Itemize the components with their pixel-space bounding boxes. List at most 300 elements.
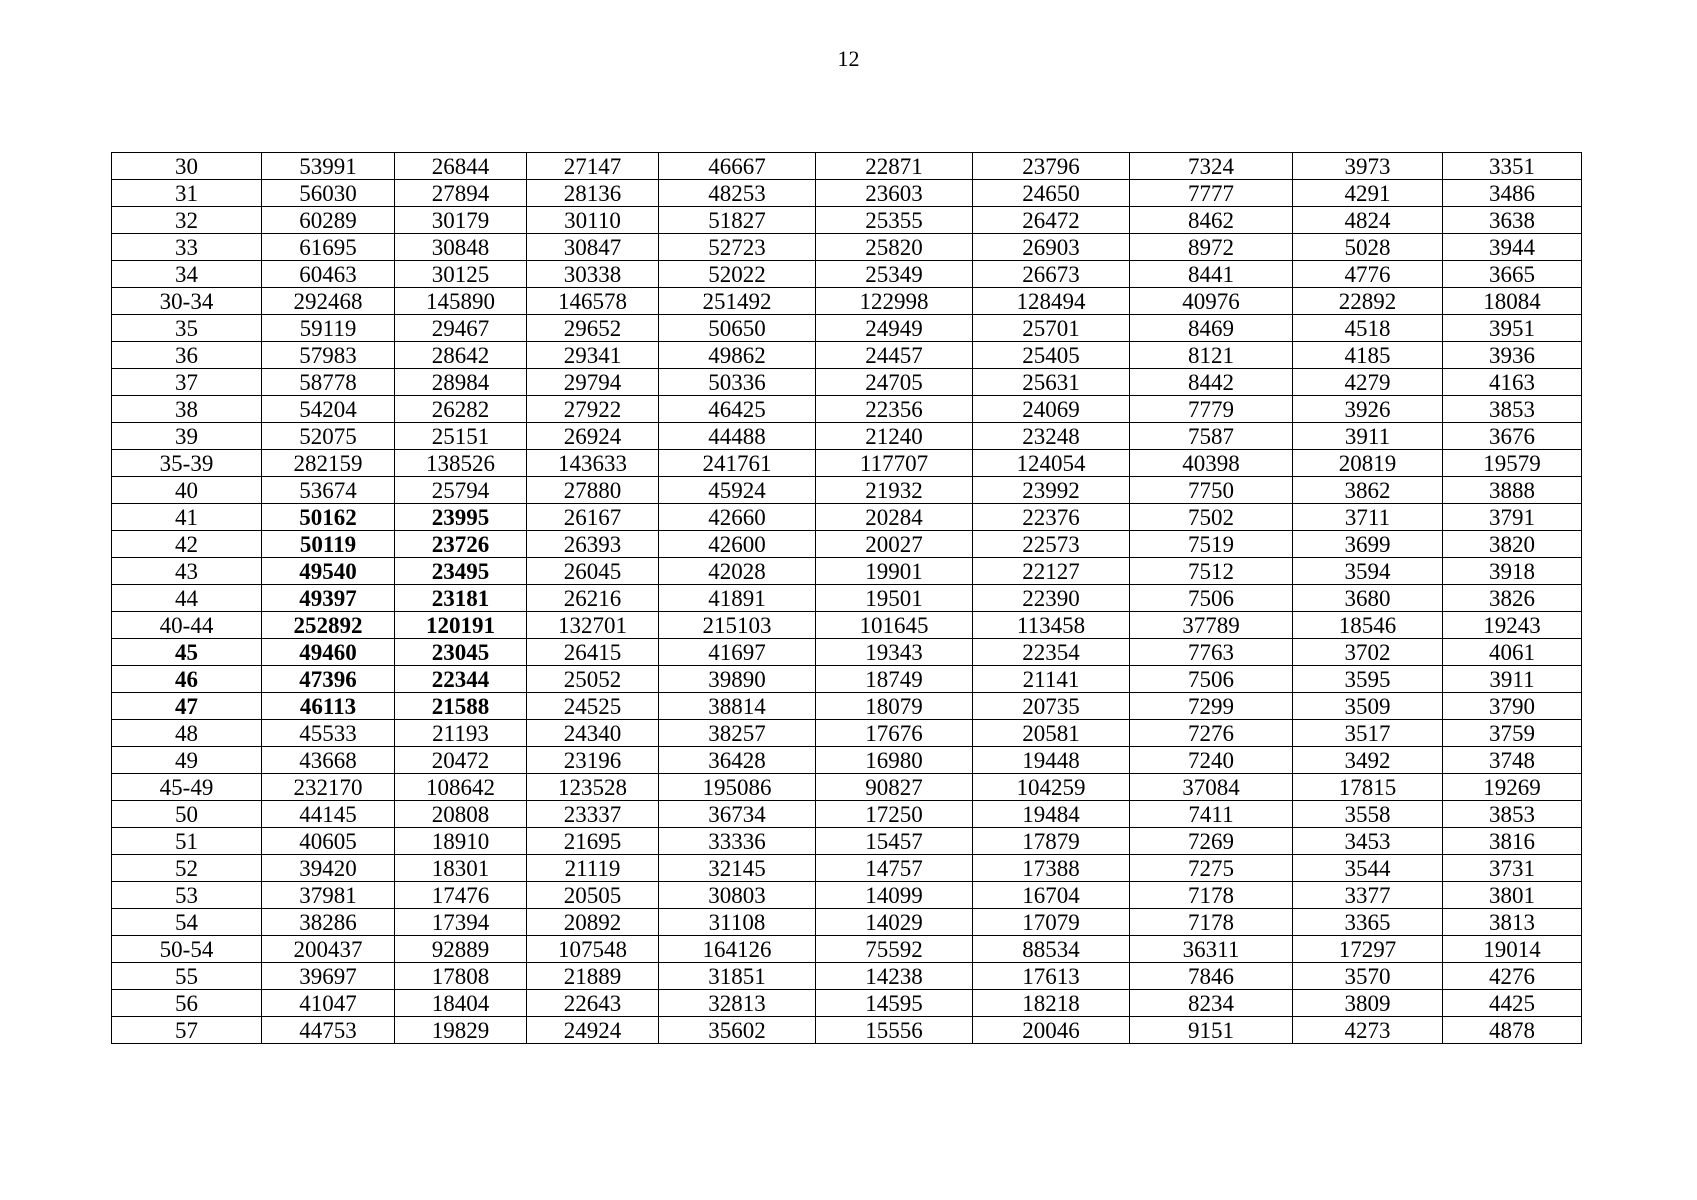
table-cell: 40976 [1130, 288, 1293, 315]
table-cell: 7324 [1130, 153, 1293, 180]
table-cell: 122998 [816, 288, 973, 315]
table-cell: 42028 [659, 558, 816, 585]
row-label-cell: 40-44 [112, 612, 262, 639]
row-label-cell: 36 [112, 342, 262, 369]
table-cell: 7269 [1130, 828, 1293, 855]
table-row [112, 666, 1582, 693]
table-row [112, 909, 1582, 936]
table-row [112, 288, 1582, 315]
table-cell: 292468 [262, 288, 395, 315]
table-cell: 30179 [395, 207, 527, 234]
table-cell: 28642 [395, 342, 527, 369]
table-cell: 215103 [659, 612, 816, 639]
table-cell: 23796 [973, 153, 1130, 180]
table-cell: 132701 [527, 612, 659, 639]
table-cell: 31851 [659, 963, 816, 990]
table-cell: 143633 [527, 450, 659, 477]
table-cell: 3813 [1443, 909, 1582, 936]
table-cell: 29341 [527, 342, 659, 369]
table-cell: 3570 [1293, 963, 1443, 990]
table-cell: 88534 [973, 936, 1130, 963]
table-cell: 138526 [395, 450, 527, 477]
table-cell: 23995 [395, 504, 527, 531]
table-cell: 37981 [262, 882, 395, 909]
table-cell: 39697 [262, 963, 395, 990]
table-body [112, 153, 1582, 1044]
table-cell: 56030 [262, 180, 395, 207]
row-label-cell: 57 [112, 1017, 262, 1044]
table-cell: 17297 [1293, 936, 1443, 963]
table-cell: 26282 [395, 396, 527, 423]
table-row [112, 504, 1582, 531]
table-cell: 282159 [262, 450, 395, 477]
row-label-cell: 44 [112, 585, 262, 612]
table-cell: 18084 [1443, 288, 1582, 315]
table-cell: 7240 [1130, 747, 1293, 774]
table-row [112, 801, 1582, 828]
table-row [112, 315, 1582, 342]
table-cell: 146578 [527, 288, 659, 315]
table-cell: 59119 [262, 315, 395, 342]
table-cell: 3453 [1293, 828, 1443, 855]
table-cell: 40605 [262, 828, 395, 855]
table-cell: 17394 [395, 909, 527, 936]
row-label-cell: 55 [112, 963, 262, 990]
table-cell: 20027 [816, 531, 973, 558]
row-label-cell: 47 [112, 693, 262, 720]
table-cell: 50650 [659, 315, 816, 342]
table-cell: 17250 [816, 801, 973, 828]
table-cell: 4878 [1443, 1017, 1582, 1044]
table-cell: 14595 [816, 990, 973, 1017]
table-cell: 25820 [816, 234, 973, 261]
table-cell: 3731 [1443, 855, 1582, 882]
table-cell: 23495 [395, 558, 527, 585]
table-cell: 117707 [816, 450, 973, 477]
table-cell: 7512 [1130, 558, 1293, 585]
table-cell: 3702 [1293, 639, 1443, 666]
table-cell: 3748 [1443, 747, 1582, 774]
table-cell: 50336 [659, 369, 816, 396]
table-cell: 39890 [659, 666, 816, 693]
table-cell: 3711 [1293, 504, 1443, 531]
table-cell: 20819 [1293, 450, 1443, 477]
table-cell: 21240 [816, 423, 973, 450]
table-cell: 29652 [527, 315, 659, 342]
table-cell: 7779 [1130, 396, 1293, 423]
table-cell: 53991 [262, 153, 395, 180]
table-cell: 9151 [1130, 1017, 1293, 1044]
table-cell: 27894 [395, 180, 527, 207]
table-cell: 24949 [816, 315, 973, 342]
table-cell: 42660 [659, 504, 816, 531]
table-cell: 27922 [527, 396, 659, 423]
table-cell: 46113 [262, 693, 395, 720]
table-cell: 21193 [395, 720, 527, 747]
table-cell: 7846 [1130, 963, 1293, 990]
table-cell: 19014 [1443, 936, 1582, 963]
table-row [112, 585, 1582, 612]
table-row [112, 396, 1582, 423]
table-row [112, 774, 1582, 801]
table-cell: 20505 [527, 882, 659, 909]
table-cell: 104259 [973, 774, 1130, 801]
table-row [112, 477, 1582, 504]
table-cell: 3680 [1293, 585, 1443, 612]
table-cell: 3544 [1293, 855, 1443, 882]
row-label-cell: 45 [112, 639, 262, 666]
table-cell: 3911 [1293, 423, 1443, 450]
table-cell: 31108 [659, 909, 816, 936]
table-cell: 17613 [973, 963, 1130, 990]
table-cell: 3759 [1443, 720, 1582, 747]
table-cell: 8462 [1130, 207, 1293, 234]
table-cell: 17676 [816, 720, 973, 747]
row-label-cell: 30 [112, 153, 262, 180]
table-cell: 3918 [1443, 558, 1582, 585]
table-cell: 19269 [1443, 774, 1582, 801]
table-cell: 21588 [395, 693, 527, 720]
table-cell: 23992 [973, 477, 1130, 504]
population-table-container [111, 152, 1581, 1044]
table-cell: 23337 [527, 801, 659, 828]
table-cell: 4291 [1293, 180, 1443, 207]
table-cell: 25405 [973, 342, 1130, 369]
table-cell: 26167 [527, 504, 659, 531]
table-cell: 58778 [262, 369, 395, 396]
table-cell: 7506 [1130, 585, 1293, 612]
table-cell: 53674 [262, 477, 395, 504]
table-row [112, 747, 1582, 774]
row-label-cell: 43 [112, 558, 262, 585]
table-cell: 44753 [262, 1017, 395, 1044]
table-cell: 101645 [816, 612, 973, 639]
table-cell: 44145 [262, 801, 395, 828]
table-cell: 7411 [1130, 801, 1293, 828]
table-cell: 3365 [1293, 909, 1443, 936]
table-cell: 18404 [395, 990, 527, 1017]
table-cell: 25701 [973, 315, 1130, 342]
table-cell: 3665 [1443, 261, 1582, 288]
table-cell: 49397 [262, 585, 395, 612]
row-label-cell: 38 [112, 396, 262, 423]
table-cell: 26045 [527, 558, 659, 585]
table-cell: 14757 [816, 855, 973, 882]
table-row [112, 1017, 1582, 1044]
table-cell: 124054 [973, 450, 1130, 477]
table-cell: 17815 [1293, 774, 1443, 801]
table-cell: 39420 [262, 855, 395, 882]
table-cell: 4185 [1293, 342, 1443, 369]
table-cell: 7276 [1130, 720, 1293, 747]
table-cell: 8972 [1130, 234, 1293, 261]
table-cell: 22376 [973, 504, 1130, 531]
table-cell: 50119 [262, 531, 395, 558]
table-cell: 3699 [1293, 531, 1443, 558]
table-cell: 145890 [395, 288, 527, 315]
row-label-cell: 46 [112, 666, 262, 693]
table-cell: 20472 [395, 747, 527, 774]
table-cell: 4163 [1443, 369, 1582, 396]
table-cell: 252892 [262, 612, 395, 639]
row-label-cell: 37 [112, 369, 262, 396]
row-label-cell: 45-49 [112, 774, 262, 801]
table-cell: 18749 [816, 666, 973, 693]
table-cell: 37084 [1130, 774, 1293, 801]
table-cell: 20046 [973, 1017, 1130, 1044]
table-cell: 52723 [659, 234, 816, 261]
table-cell: 18218 [973, 990, 1130, 1017]
table-row [112, 180, 1582, 207]
table-cell: 22892 [1293, 288, 1443, 315]
table-cell: 3926 [1293, 396, 1443, 423]
table-cell: 8441 [1130, 261, 1293, 288]
table-cell: 23196 [527, 747, 659, 774]
table-cell: 7506 [1130, 666, 1293, 693]
table-cell: 7777 [1130, 180, 1293, 207]
table-cell: 3595 [1293, 666, 1443, 693]
table-cell: 26844 [395, 153, 527, 180]
table-row [112, 558, 1582, 585]
table-row [112, 693, 1582, 720]
table-cell: 92889 [395, 936, 527, 963]
table-cell: 16704 [973, 882, 1130, 909]
table-cell: 38286 [262, 909, 395, 936]
row-label-cell: 41 [112, 504, 262, 531]
table-cell: 29794 [527, 369, 659, 396]
table-cell: 128494 [973, 288, 1130, 315]
row-label-cell: 50 [112, 801, 262, 828]
table-cell: 28984 [395, 369, 527, 396]
table-cell: 26216 [527, 585, 659, 612]
table-cell: 22871 [816, 153, 973, 180]
table-cell: 3853 [1443, 801, 1582, 828]
table-cell: 4824 [1293, 207, 1443, 234]
row-label-cell: 39 [112, 423, 262, 450]
table-cell: 8469 [1130, 315, 1293, 342]
table-cell: 25794 [395, 477, 527, 504]
table-cell: 22643 [527, 990, 659, 1017]
table-cell: 19243 [1443, 612, 1582, 639]
row-label-cell: 30-34 [112, 288, 262, 315]
row-label-cell: 42 [112, 531, 262, 558]
table-cell: 3638 [1443, 207, 1582, 234]
table-cell: 32145 [659, 855, 816, 882]
table-cell: 14099 [816, 882, 973, 909]
table-cell: 19901 [816, 558, 973, 585]
table-row [112, 963, 1582, 990]
table-cell: 24650 [973, 180, 1130, 207]
table-cell: 195086 [659, 774, 816, 801]
table-cell: 3826 [1443, 585, 1582, 612]
table-cell: 36311 [1130, 936, 1293, 963]
table-cell: 5028 [1293, 234, 1443, 261]
table-cell: 107548 [527, 936, 659, 963]
table-cell: 7299 [1130, 693, 1293, 720]
table-cell: 25355 [816, 207, 973, 234]
table-cell: 3809 [1293, 990, 1443, 1017]
table-cell: 164126 [659, 936, 816, 963]
table-row [112, 882, 1582, 909]
table-cell: 46425 [659, 396, 816, 423]
table-cell: 22356 [816, 396, 973, 423]
table-cell: 7502 [1130, 504, 1293, 531]
table-cell: 24525 [527, 693, 659, 720]
table-cell: 27147 [527, 153, 659, 180]
table-cell: 52022 [659, 261, 816, 288]
table-cell: 200437 [262, 936, 395, 963]
table-cell: 25349 [816, 261, 973, 288]
table-row [112, 450, 1582, 477]
table-cell: 40398 [1130, 450, 1293, 477]
table-cell: 19343 [816, 639, 973, 666]
table-cell: 8121 [1130, 342, 1293, 369]
table-cell: 14029 [816, 909, 973, 936]
row-label-cell: 51 [112, 828, 262, 855]
table-cell: 18079 [816, 693, 973, 720]
table-cell: 3594 [1293, 558, 1443, 585]
table-cell: 3791 [1443, 504, 1582, 531]
table-cell: 113458 [973, 612, 1130, 639]
table-cell: 42600 [659, 531, 816, 558]
table-cell: 23248 [973, 423, 1130, 450]
table-cell: 7178 [1130, 909, 1293, 936]
population-table [111, 152, 1582, 1044]
table-cell: 4279 [1293, 369, 1443, 396]
table-cell: 25631 [973, 369, 1130, 396]
table-cell: 29467 [395, 315, 527, 342]
table-cell: 120191 [395, 612, 527, 639]
table-row [112, 261, 1582, 288]
table-cell: 38257 [659, 720, 816, 747]
table-cell: 43668 [262, 747, 395, 774]
table-cell: 26903 [973, 234, 1130, 261]
row-label-cell: 54 [112, 909, 262, 936]
table-row [112, 936, 1582, 963]
table-cell: 232170 [262, 774, 395, 801]
table-cell: 22127 [973, 558, 1130, 585]
table-cell: 90827 [816, 774, 973, 801]
table-cell: 18546 [1293, 612, 1443, 639]
row-label-cell: 53 [112, 882, 262, 909]
table-row [112, 639, 1582, 666]
table-cell: 3951 [1443, 315, 1582, 342]
table-cell: 3973 [1293, 153, 1443, 180]
table-cell: 8234 [1130, 990, 1293, 1017]
table-cell: 21695 [527, 828, 659, 855]
table-cell: 21119 [527, 855, 659, 882]
table-row [112, 855, 1582, 882]
table-cell: 24457 [816, 342, 973, 369]
table-cell: 26472 [973, 207, 1130, 234]
table-cell: 28136 [527, 180, 659, 207]
table-cell: 45924 [659, 477, 816, 504]
table-cell: 3820 [1443, 531, 1582, 558]
row-label-cell: 34 [112, 261, 262, 288]
table-cell: 3801 [1443, 882, 1582, 909]
table-cell: 19484 [973, 801, 1130, 828]
table-cell: 3944 [1443, 234, 1582, 261]
table-cell: 22573 [973, 531, 1130, 558]
table-cell: 3790 [1443, 693, 1582, 720]
row-label-cell: 32 [112, 207, 262, 234]
table-cell: 3936 [1443, 342, 1582, 369]
table-cell: 50162 [262, 504, 395, 531]
table-cell: 48253 [659, 180, 816, 207]
table-cell: 15457 [816, 828, 973, 855]
table-cell: 20284 [816, 504, 973, 531]
table-cell: 7519 [1130, 531, 1293, 558]
table-cell: 19448 [973, 747, 1130, 774]
table-cell: 30125 [395, 261, 527, 288]
table-cell: 3816 [1443, 828, 1582, 855]
table-cell: 14238 [816, 963, 973, 990]
table-cell: 36734 [659, 801, 816, 828]
table-cell: 24069 [973, 396, 1130, 423]
table-cell: 123528 [527, 774, 659, 801]
table-cell: 23181 [395, 585, 527, 612]
table-cell: 52075 [262, 423, 395, 450]
table-cell: 75592 [816, 936, 973, 963]
table-cell: 4276 [1443, 963, 1582, 990]
table-cell: 241761 [659, 450, 816, 477]
table-cell: 46667 [659, 153, 816, 180]
table-cell: 3862 [1293, 477, 1443, 504]
row-label-cell: 33 [112, 234, 262, 261]
table-cell: 3509 [1293, 693, 1443, 720]
row-label-cell: 52 [112, 855, 262, 882]
table-cell: 7275 [1130, 855, 1293, 882]
table-cell: 7763 [1130, 639, 1293, 666]
table-cell: 19829 [395, 1017, 527, 1044]
table-row [112, 990, 1582, 1017]
table-cell: 17388 [973, 855, 1130, 882]
table-cell: 3853 [1443, 396, 1582, 423]
table-cell: 49862 [659, 342, 816, 369]
row-label-cell: 56 [112, 990, 262, 1017]
table-cell: 30848 [395, 234, 527, 261]
row-label-cell: 48 [112, 720, 262, 747]
table-cell: 4776 [1293, 261, 1443, 288]
table-cell: 36428 [659, 747, 816, 774]
table-cell: 60289 [262, 207, 395, 234]
table-cell: 17879 [973, 828, 1130, 855]
table-cell: 49540 [262, 558, 395, 585]
table-cell: 7587 [1130, 423, 1293, 450]
row-label-cell: 49 [112, 747, 262, 774]
table-cell: 32813 [659, 990, 816, 1017]
table-cell: 4518 [1293, 315, 1443, 342]
table-cell: 4425 [1443, 990, 1582, 1017]
table-cell: 41047 [262, 990, 395, 1017]
row-label-cell: 35 [112, 315, 262, 342]
table-cell: 41697 [659, 639, 816, 666]
table-cell: 3486 [1443, 180, 1582, 207]
table-cell: 25151 [395, 423, 527, 450]
table-cell: 21141 [973, 666, 1130, 693]
table-cell: 19501 [816, 585, 973, 612]
table-cell: 3676 [1443, 423, 1582, 450]
table-cell: 23045 [395, 639, 527, 666]
table-cell: 20735 [973, 693, 1130, 720]
table-cell: 21889 [527, 963, 659, 990]
table-cell: 20808 [395, 801, 527, 828]
table-cell: 37789 [1130, 612, 1293, 639]
table-cell: 26393 [527, 531, 659, 558]
table-cell: 23726 [395, 531, 527, 558]
table-cell: 20892 [527, 909, 659, 936]
table-cell: 4273 [1293, 1017, 1443, 1044]
